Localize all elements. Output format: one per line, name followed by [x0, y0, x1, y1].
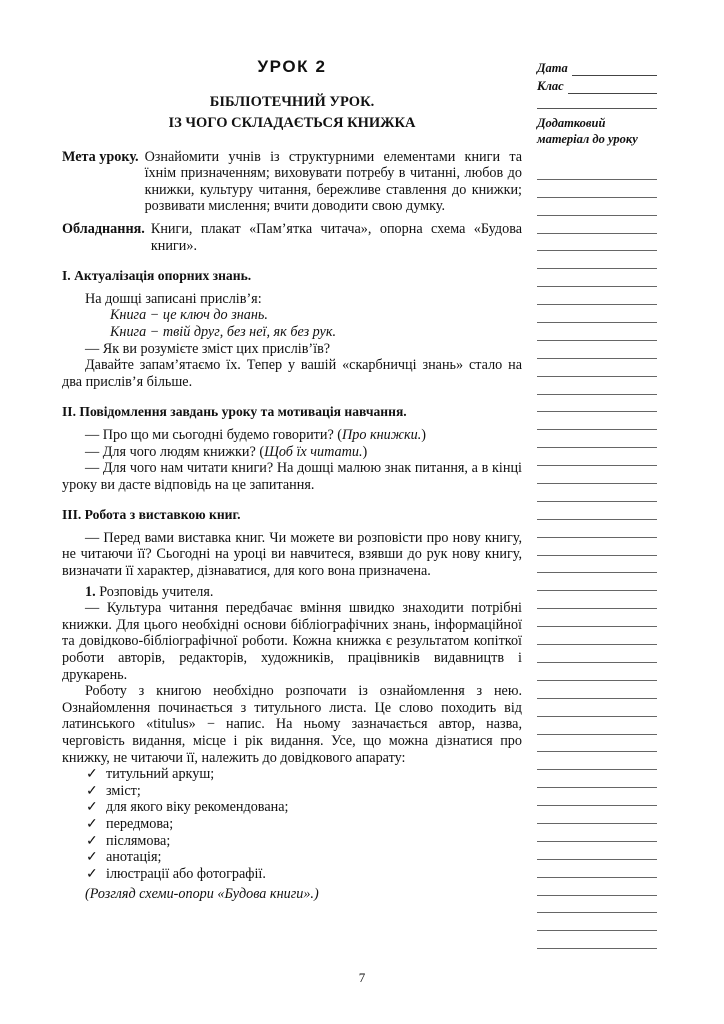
note-line [537, 824, 657, 842]
schema-note: (Розгляд схеми-опори «Будова книги».) [85, 886, 319, 903]
section-2-q2: — Для чого людям книжки? (Щоб їх читати.) [85, 443, 368, 460]
section-2-q3: — Для чого нам читати книги? На дошці малюю знак питання, а в кінці уроку ви дасте відповідь на це запитання. [62, 460, 522, 493]
meta-goal [62, 149, 522, 215]
note-line [537, 627, 657, 645]
section-3-intro: — Перед вами виставка книг. Чи можете ви розповісти про нову книгу, не читаючи її? Сьогодні на уроці ви навчитеся, взявши до рук нову книгу, визначати її характер, дізнаватися, для кого вона призначена. [62, 529, 522, 580]
note-lines [537, 162, 657, 949]
proverb-2: Книга − твій друг, без неї, як без рук. [110, 323, 337, 340]
date-field [537, 58, 657, 76]
page-number: 7 [358, 970, 366, 985]
section-1-intro: На дошці записані прислів’я: [85, 290, 262, 307]
list-item: ✓ післямова; [62, 833, 522, 850]
meta-equipment [62, 221, 522, 254]
proverb-1: Книга − це ключ до знань. [110, 307, 268, 324]
note-line [537, 216, 657, 234]
list-item: ✓ передмова; [62, 816, 522, 833]
section-2-heading: ІІ. Повідомлення завдань уроку та мотивація навчання. [62, 404, 407, 420]
notes-sidebar [537, 58, 657, 147]
section-1-heading: І. Актуалізація опорних знань. [62, 268, 252, 284]
note-line [537, 234, 657, 252]
note-line [537, 842, 657, 860]
class-blank [568, 81, 657, 94]
note-line [537, 591, 657, 609]
lesson-title [62, 92, 522, 134]
subsection-title: 1. Розповідь учителя. [85, 583, 214, 600]
note-line [537, 896, 657, 914]
note-line [537, 448, 657, 466]
note-line [537, 770, 657, 788]
note-line [537, 484, 657, 502]
list-item: ✓ анотація; [62, 849, 522, 866]
title-line-1: БІБЛІОТЕЧНИЙ УРОК. [209, 93, 375, 110]
note-line [537, 162, 657, 180]
checkmark-icon: ✓ [86, 815, 98, 832]
checkmark-icon: ✓ [86, 766, 98, 783]
list-item: ✓ ілюстрації або фотографії. [62, 866, 522, 883]
note-line [537, 752, 657, 770]
meta-desc: Ознайомити учнів із структурними елементами книги та їхнім призначенням; виховувати потребу в читанні, любов до книжки, культуру читання, бережливе ставлення до книжки; розвивати мислення; вчити доводити свою думку. [144, 148, 522, 215]
meta-term: Мета уроку. [62, 148, 139, 165]
checkmark-icon: ✓ [86, 799, 98, 816]
note-line [537, 359, 657, 377]
note-line [537, 377, 657, 395]
date-label: Дата [537, 61, 568, 75]
section-1-text: Давайте запам’ятаємо їх. Тепер у вашій «скарбничці знань» стало на два прислів’я більше. [62, 357, 522, 390]
section-3-heading: ІІІ. Робота з виставкою книг. [62, 507, 241, 523]
note-line [537, 663, 657, 681]
teacher-paragraph-2: Роботу з книгою необхідно розпочати із ознайомлення з нею. Ознайомлення починається з титульного листа. Це слово походить від латинського «titulus» − напис. На ньому зазначається автор, назва, черговість видання, місце і рік видання. Усе, що можна дізнатися про книжку, не читаючи її, належить до довідкового апарату: [62, 683, 522, 766]
note-line [537, 341, 657, 359]
note-line [537, 430, 657, 448]
list-item: ✓ для якого віку рекомендована; [62, 799, 522, 816]
note-line [537, 412, 657, 430]
note-line [537, 913, 657, 931]
note-line [537, 395, 657, 413]
list-item: ✓ титульний аркуш; [62, 766, 522, 783]
note-line [537, 788, 657, 806]
section-1-question: — Як ви розумієте зміст цих прислів’їв? [85, 340, 331, 357]
reference-apparatus-list [62, 766, 522, 882]
note-line [537, 502, 657, 520]
note-line [537, 681, 657, 699]
note-line [537, 645, 657, 663]
note-line [537, 251, 657, 269]
note-line [537, 806, 657, 824]
note-line [537, 323, 657, 341]
lesson-content [62, 56, 522, 903]
note-line [537, 466, 657, 484]
date-blank [572, 63, 657, 76]
note-line [537, 287, 657, 305]
teacher-paragraph-1: — Культура читання передбачає вміння швидко знаходити потрібні книжки. Для цього необхідні основи бібліографічних знань, інформаційної та довідково-бібліографічної роботи. Кожна книжка є результатом копіткої роботи авторів, редакторів, художників, працівників видавництв і друкарень. [62, 600, 522, 683]
lesson-label: УРОК 2 [257, 57, 327, 76]
section-2-q1: — Про що ми сьогодні будемо говорити? (Про книжки.) [85, 426, 426, 443]
note-line [537, 878, 657, 896]
note-line [537, 269, 657, 287]
checkmark-icon: ✓ [86, 782, 98, 799]
note-line [537, 609, 657, 627]
extra-material-label: Додатковий матеріал до уроку [537, 116, 638, 146]
note-line [537, 717, 657, 735]
checkmark-icon: ✓ [86, 849, 98, 866]
meta-term: Обладнання. [62, 220, 145, 237]
note-line [537, 735, 657, 753]
checkmark-icon: ✓ [86, 832, 98, 849]
title-line-2: ІЗ ЧОГО СКЛАДАЄТЬСЯ КНИЖКА [168, 114, 416, 131]
sidebar-rule [537, 94, 657, 109]
class-label: Клас [537, 79, 564, 93]
meta-desc: Книги, плакат «Пам’ятка читача», опорна схема «Будова книги». [150, 220, 522, 254]
note-line [537, 573, 657, 591]
note-line [537, 699, 657, 717]
note-line [537, 860, 657, 878]
note-line [537, 556, 657, 574]
checkmark-icon: ✓ [86, 865, 98, 882]
note-line [537, 931, 657, 949]
note-line [537, 538, 657, 556]
lesson-meta [62, 149, 522, 255]
class-field [537, 76, 657, 94]
list-item: ✓ зміст; [62, 783, 522, 800]
note-line [537, 180, 657, 198]
note-line [537, 305, 657, 323]
note-line [537, 198, 657, 216]
note-line [537, 520, 657, 538]
